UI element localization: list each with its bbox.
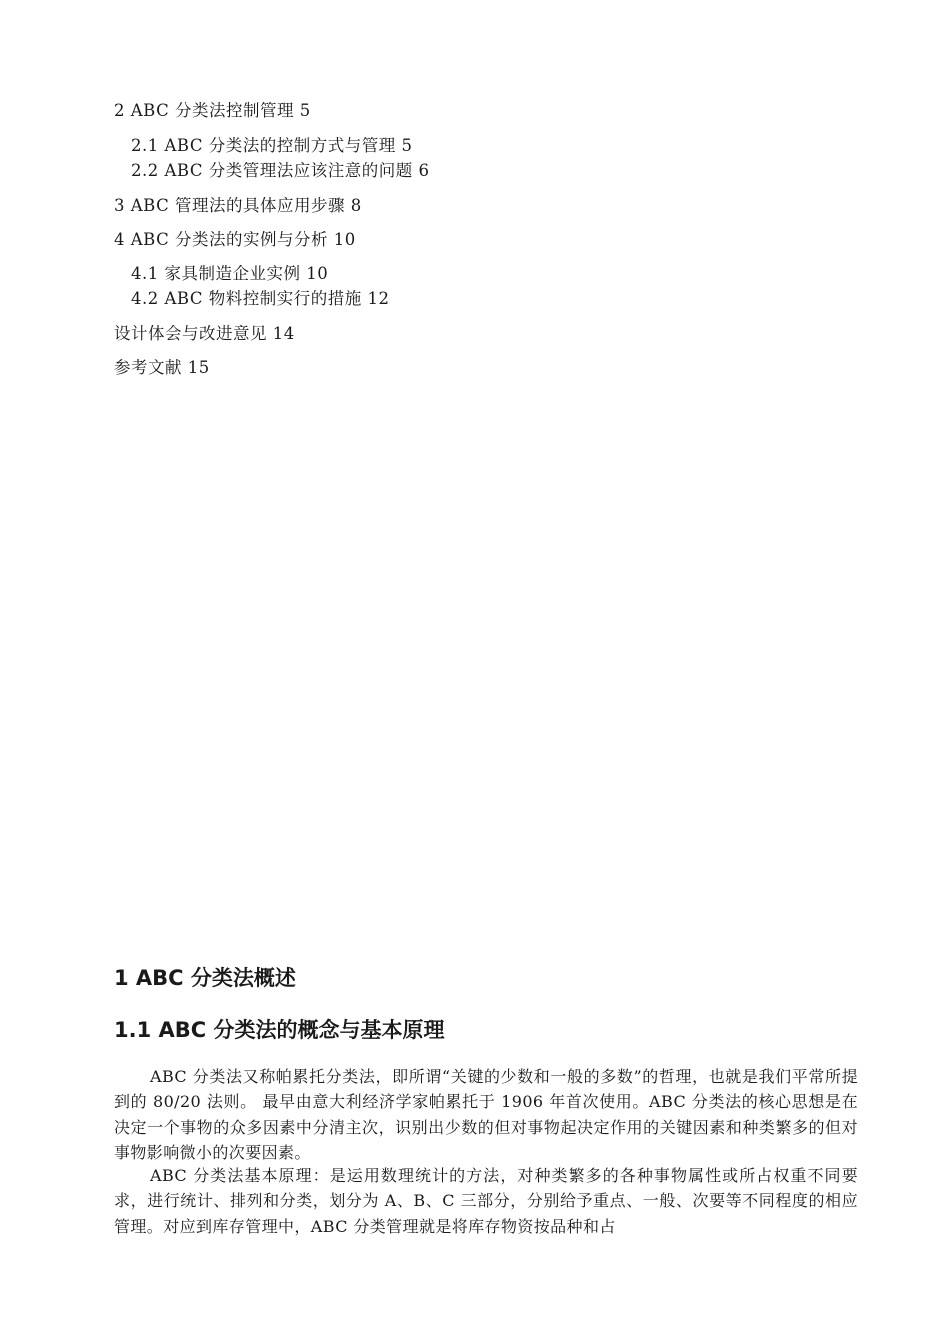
toc-entry-3[interactable]: 3 ABC 管理法的具体应用步骤 8 bbox=[114, 196, 362, 215]
section-heading: 1.1 ABC 分类法的概念与基本原理 bbox=[114, 1018, 445, 1042]
toc-entry-2[interactable]: 2 ABC 分类法控制管理 5 bbox=[114, 101, 311, 120]
toc-entry-4[interactable]: 4 ABC 分类法的实例与分析 10 bbox=[114, 230, 356, 249]
body-paragraph: ABC 分类法基本原理：是运用数理统计的方法，对种类繁多的各种事物属性或所占权重不同要求，进行统计、排列和分类，划分为 A、B、C 三部分，分别给予重点、一般、次要等不同程度的相应管理。对应到库存管理中，ABC 分类管理就是将库存物资按品种和占 bbox=[114, 1166, 858, 1236]
body-paragraph: ABC 分类法又称帕累托分类法，即所谓“关键的少数和一般的多数”的哲理，也就是我们平常所提到的 80/20 法则。 最早由意大利经济学家帕累托于 1906 年首次使用。ABC 分类法的核心思想是在决定一个事物的众多因素中分清主次，识别出少数的但对事物起决定作用的关键因素和种类繁多的但对事物影响微小的次要因素。 bbox=[114, 1067, 858, 1162]
toc-entry-references[interactable]: 参考文献 15 bbox=[114, 358, 210, 377]
toc-entry-design-notes[interactable]: 设计体会与改进意见 14 bbox=[114, 324, 295, 343]
chapter-heading: 1 ABC 分类法概述 bbox=[114, 966, 296, 990]
toc-entry-2-2[interactable]: 2.2 ABC 分类管理法应该注意的问题 6 bbox=[131, 161, 430, 180]
toc-entry-4-2[interactable]: 4.2 ABC 物料控制实行的措施 12 bbox=[131, 289, 390, 308]
toc-entry-2-1[interactable]: 2.1 ABC 分类法的控制方式与管理 5 bbox=[131, 136, 413, 155]
toc-entry-4-1[interactable]: 4.1 家具制造企业实例 10 bbox=[131, 264, 329, 283]
